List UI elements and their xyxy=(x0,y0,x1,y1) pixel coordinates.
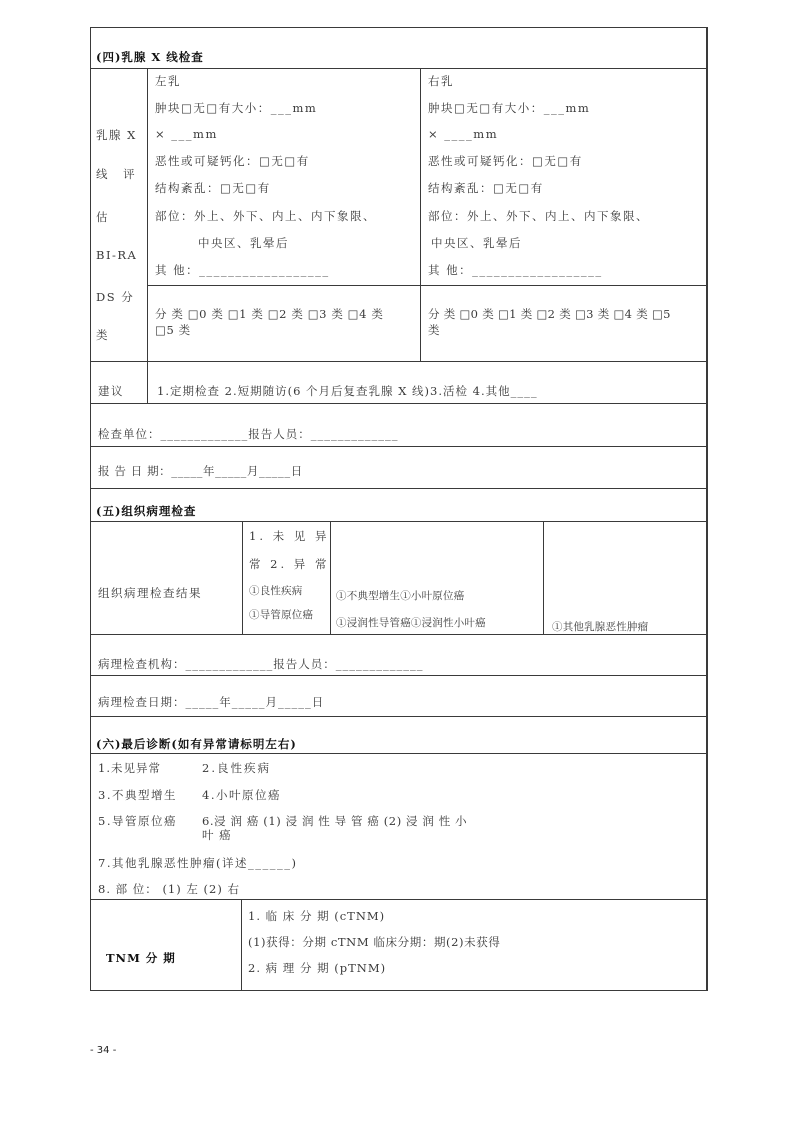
side-label-line: 线 评 xyxy=(96,167,141,181)
col-divider xyxy=(330,521,331,634)
row-divider xyxy=(90,403,707,404)
col-divider xyxy=(241,899,242,990)
side-label-line: 估 xyxy=(96,210,109,224)
table-border-right xyxy=(706,27,708,991)
section-heading: (四)乳腺 X 线检查 xyxy=(96,50,204,64)
col-divider xyxy=(147,68,148,403)
right-other-field[interactable]: 其 他：__________________ xyxy=(428,263,603,277)
diagnosis-location[interactable]: 8. 部 位： (1) 左 (2) 右 xyxy=(98,882,240,896)
tnm-option[interactable]: 1. 临 床 分 期 (cTNM) xyxy=(248,909,386,923)
exam-unit-field[interactable]: 检查单位：_____________报告人员：_____________ xyxy=(98,427,399,441)
row-divider xyxy=(90,675,707,676)
advice-label: 建议 xyxy=(98,384,124,398)
row-divider xyxy=(90,446,707,447)
diagnosis-option[interactable]: 5.导管原位癌 xyxy=(98,814,177,828)
pathology-result-label: 组织病理检查结果 xyxy=(98,586,202,600)
row-divider xyxy=(90,899,707,900)
row-divider xyxy=(147,285,707,286)
diagnosis-option[interactable]: 4.小叶原位癌 xyxy=(202,788,281,802)
row-divider xyxy=(90,68,707,69)
left-other-field[interactable]: 其 他：__________________ xyxy=(155,263,330,277)
table-border-left xyxy=(90,27,91,991)
left-calcification-field[interactable]: 恶性或可疑钙化：□无□有 xyxy=(155,154,310,168)
left-mass-size-field[interactable]: × ___mm xyxy=(155,127,218,141)
row-divider xyxy=(90,634,707,635)
pathology-option[interactable]: ①其他乳腺恶性肿瘤 xyxy=(552,621,649,633)
diagnosis-option[interactable]: 1.未见异常 xyxy=(98,761,161,775)
left-structure-field[interactable]: 结构紊乱：□无□有 xyxy=(155,181,271,195)
page-number: - 34 - xyxy=(90,1045,117,1056)
row-divider xyxy=(90,361,707,362)
col-divider xyxy=(543,521,544,634)
left-location-field: 部位：外上、外下、内上、内下象限、 xyxy=(155,209,376,223)
left-breast-title: 左乳 xyxy=(155,74,181,88)
diagnosis-option[interactable]: 6.浸 润 癌 (1) 浸 润 性 导 管 癌 (2) 浸 润 性 小 xyxy=(202,814,468,828)
section-heading: (五)组织病理检查 xyxy=(96,504,197,518)
pathology-option[interactable]: 常 2. 异 常 xyxy=(249,557,330,571)
side-label-line: BI-RA xyxy=(96,248,138,262)
left-classification[interactable]: 分 类 □0 类 □1 类 □2 类 □3 类 □4 类 xyxy=(155,307,384,321)
row-divider xyxy=(90,488,707,489)
right-calcification-field[interactable]: 恶性或可疑钙化：□无□有 xyxy=(428,154,583,168)
table-border-bottom xyxy=(90,990,708,991)
pathology-option[interactable]: ①浸润性导管癌①浸润性小叶癌 xyxy=(336,617,486,629)
right-location-field-2: 中央区、乳晕后 xyxy=(431,236,522,250)
col-divider xyxy=(242,521,243,634)
pathology-option[interactable]: ①良性疾病 xyxy=(249,585,303,597)
advice-options[interactable]: 1.定期检查 2.短期随访(6 个月后复查乳腺 X 线)3.活检 4.其他____ xyxy=(157,384,538,398)
left-classification-2[interactable]: □5 类 xyxy=(155,323,191,337)
diagnosis-option[interactable]: 7.其他乳腺恶性肿瘤(详述______) xyxy=(98,856,298,870)
diagnosis-option[interactable]: 3.不典型增生 xyxy=(98,788,177,802)
right-classification-2[interactable]: 类 xyxy=(428,323,441,337)
col-divider xyxy=(420,68,421,361)
right-classification[interactable]: 分 类 □0 类 □1 类 □2 类 □3 类 □4 类 □5 xyxy=(428,307,671,321)
diagnosis-option[interactable]: 2.良性疾病 xyxy=(202,761,271,775)
side-label-line: 乳腺 X xyxy=(96,128,137,142)
row-divider xyxy=(90,753,707,754)
tnm-label: TNM 分 期 xyxy=(106,951,176,965)
tnm-option[interactable]: 2. 病 理 分 期 (pTNM) xyxy=(248,961,387,975)
left-mass-field[interactable]: 肿块□无□有大小：___mm xyxy=(155,101,318,115)
table-border-top xyxy=(90,27,707,28)
right-location-field: 部位：外上、外下、内上、内下象限、 xyxy=(428,209,649,223)
right-mass-size-field[interactable]: × ____mm xyxy=(428,127,499,141)
pathology-option[interactable]: ①不典型增生①小叶原位癌 xyxy=(336,590,465,602)
row-divider xyxy=(90,521,707,522)
report-date-field[interactable]: 报 告 日 期：_____年_____月_____日 xyxy=(98,464,303,478)
section-heading: (六)最后诊断(如有异常请标明左右) xyxy=(96,737,297,751)
right-mass-field[interactable]: 肿块□无□有大小：___mm xyxy=(428,101,591,115)
side-label-line: DS 分 xyxy=(96,290,135,304)
side-label-line: 类 xyxy=(96,328,109,342)
right-breast-title: 右乳 xyxy=(428,74,454,88)
tnm-option[interactable]: (1)获得：分期 cTNM 临床分期：期(2)未获得 xyxy=(248,935,501,949)
diagnosis-option-wrap: 叶 癌 xyxy=(202,828,232,842)
pathology-date-field[interactable]: 病理检查日期：_____年_____月_____日 xyxy=(98,695,325,709)
pathology-option[interactable]: ①导管原位癌 xyxy=(249,609,314,621)
right-structure-field[interactable]: 结构紊乱：□无□有 xyxy=(428,181,544,195)
left-location-field-2: 中央区、乳晕后 xyxy=(198,236,289,250)
pathology-option[interactable]: 1. 未 见 异 xyxy=(249,529,330,543)
pathology-org-field[interactable]: 病理检查机构：_____________报告人员：_____________ xyxy=(98,657,424,671)
row-divider xyxy=(90,716,707,717)
